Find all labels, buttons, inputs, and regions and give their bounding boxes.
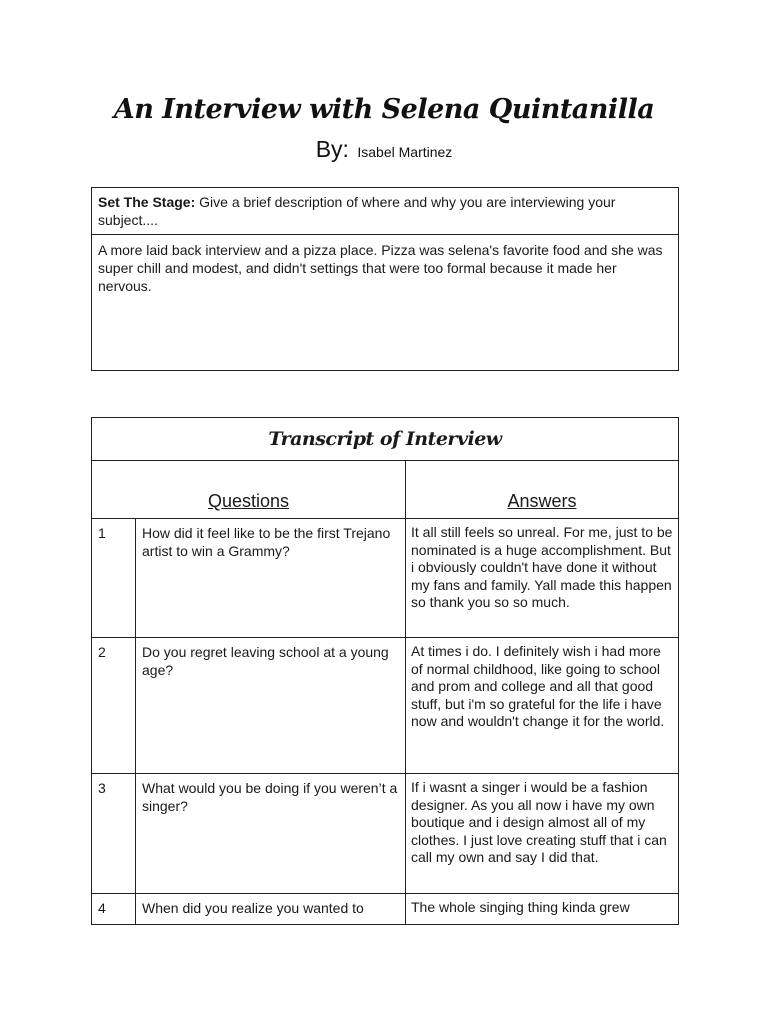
answers-header: Answers	[406, 461, 679, 519]
document-title: An Interview with Selena Quintanilla	[113, 94, 655, 125]
question-cell: How did it feel like to be the first Trejano artist to win a Grammy?	[136, 519, 406, 638]
transcript-table	[91, 417, 679, 925]
row-number: 1	[92, 519, 136, 638]
questions-header: Questions	[92, 461, 406, 519]
set-the-stage-table	[91, 187, 679, 371]
answer-cell	[406, 894, 679, 925]
author-name: Isabel Martinez	[357, 144, 453, 160]
set-the-stage-response: A more laid back interview and a pizza place. Pizza was selena's favorite food and she was super chill and modest, and didn't settings that were too formal because it made her nervous.	[92, 235, 679, 371]
table-row	[92, 894, 679, 925]
table-row	[92, 519, 679, 638]
by-label: By:	[315, 136, 349, 162]
byline	[0, 136, 768, 163]
table-row	[92, 638, 679, 774]
row-number: 2	[92, 638, 136, 774]
answer-text: The whole singing thing kinda grew	[411, 899, 630, 915]
answer-cell: At times i do. I definitely wish i had more of normal childhood, like going to school and prom and college and all that good stuff, but i'm so grateful for the life i have now and wouldn't change it for the world.	[406, 638, 679, 774]
question-cell	[136, 894, 406, 925]
answer-cell: It all still feels so unreal. For me, just to be nominated is a huge accomplishment. But i obviously couldn't have done it without my fans and family. Yall made this happen so thank you so so much.	[406, 519, 679, 638]
question-text: When did you realize you wanted to	[142, 900, 364, 916]
transcript-title: Transcript of Interview	[92, 418, 679, 461]
row-number: 4	[92, 894, 136, 925]
question-cell: What would you be doing if you weren’t a singer?	[136, 774, 406, 894]
question-cell: Do you regret leaving school at a young age?	[136, 638, 406, 774]
set-the-stage-prompt	[92, 188, 679, 235]
answer-cell: If i wasnt a singer i would be a fashion designer. As you all now i have my own boutique and i design almost all of my clothes. I just love creating stuff that i can call my own and say I did that.	[406, 774, 679, 894]
set-the-stage-prompt-text: Give a brief description of where and why you are interviewing your subject....	[98, 194, 616, 228]
set-the-stage-label: Set The Stage:	[98, 194, 196, 210]
row-number: 3	[92, 774, 136, 894]
table-row	[92, 774, 679, 894]
